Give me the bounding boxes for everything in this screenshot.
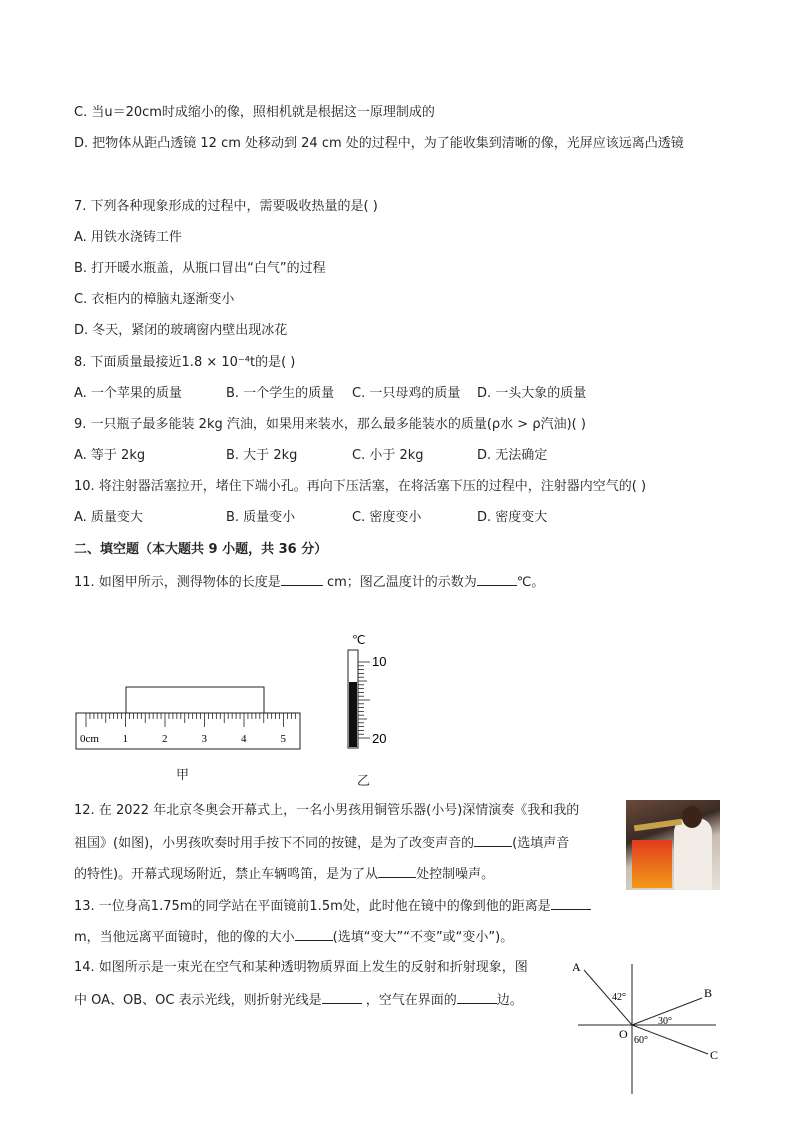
thermometer-label-bottom: 20 [372,731,387,746]
thermometer-label-top: 10 [372,654,387,669]
q11-text-a: 11. 如图甲所示，测得物体的长度是 [74,575,281,590]
q9-option-a: A. 等于 2kg [74,448,146,463]
label-a: A [572,960,581,974]
q12-blank-1 [474,833,512,847]
label-c: C [710,1048,719,1062]
q11-blank-2 [477,572,517,586]
thermometer-liquid [349,682,357,747]
thermometer-caption: 乙 [357,774,371,789]
ruler-tick-label: 2 [162,733,168,745]
q11-text-b: cm；图乙温度计的示数为 [326,575,477,590]
q7-option-d: D. 冬天，紧闭的玻璃窗内壁出现冰花 [74,323,288,338]
q13-text-c: (选填“变大”“不变”或“变小”)。 [332,930,514,945]
q8-option-c: C. 一只母鸡的质量 [352,386,461,401]
ruler-tick-label: 5 [280,733,286,745]
q7-option-a: A. 用铁水浇铸工件 [74,230,182,245]
label-b: B [704,986,713,1000]
trumpet-boy-photo [626,800,720,890]
question-12-line-2 [74,833,569,853]
ruler-figure [74,682,304,752]
q7-option-b: B. 打开暖水瓶盖，从瓶口冒出“白气”的过程 [74,261,326,276]
q13-blank-2 [295,927,333,941]
q14-text-a: 中 OA、OB、OC 表示光线，则折射光线是 [74,993,322,1008]
question-7: 7. 下列各种现象形成的过程中，需要吸收热量的是( ) [74,199,378,214]
question-11 [74,572,544,592]
q12-text-d: 处控制噪声。 [416,867,495,882]
q10-option-c: C. 密度变小 [352,510,422,525]
option-c: C. 当u＝20cm时成缩小的像，照相机就是根据这一原理制成的 [74,105,435,120]
photo-head [682,806,702,828]
question-14-line-1: 14. 如图所示是一束光在空气和某种透明物质界面上发生的反射和折射现象，图 [74,960,528,975]
q11-blank-1 [281,572,323,586]
angle-42: 42° [612,992,626,1003]
q13-text-b: m，当他远离平面镜时，他的像的大小 [74,930,295,945]
question-12-line-3 [74,864,494,884]
thermometer-figure [330,632,420,754]
q14-blank-2 [457,990,497,1004]
q12-text-c: 的特性)。开幕式现场附近，禁止车辆鸣笛，是为了从 [74,867,379,882]
question-8: 8. 下面质量最接近1.8 × 10⁻⁴t的是( ) [74,355,296,370]
q8-option-b: B. 一个学生的质量 [226,386,335,401]
q10-option-b: B. 质量变小 [226,510,296,525]
ruler-tick-label: 3 [201,733,207,745]
q14-blank-1 [322,990,362,1004]
question-10: 10. 将注射器活塞拉开，堵住下端小孔。再向下压活塞，在将活塞下压的过程中，注射器内空气的( ) [74,479,647,494]
ruler-tick-label: 1 [122,733,128,745]
q10-option-d: D. 密度变大 [477,510,548,525]
thermometer-unit: ℃ [352,633,366,647]
q12-blank-2 [378,864,416,878]
q9-option-b: B. 大于 2kg [226,448,298,463]
option-d: D. 把物体从距凸透镜 12 cm 处移动到 24 cm 处的过程中，为了能收集到清晰的像，光屏应该远离凸透镜 [74,136,684,151]
q7-option-c: C. 衣柜内的樟脑丸逐渐变小 [74,292,235,307]
q11-text-c: ℃。 [516,575,545,590]
q8-option-a: A. 一个苹果的质量 [74,386,182,401]
light-diagram [566,956,726,1096]
q14-text-c: 边。 [496,993,523,1008]
photo-boy [674,818,712,890]
label-o: O [619,1027,628,1041]
section-heading: 二、填空题（本大题共 9 小题，共 36 分） [74,542,328,557]
q9-option-d: D. 无法确定 [477,448,548,463]
q9-option-c: C. 小于 2kg [352,448,424,463]
q10-option-a: A. 质量变大 [74,510,143,525]
measured-object [126,687,264,713]
q13-text-a: 13. 一位身高1.75m的同学站在平面镜前1.5m处，此时他在镜中的像到他的距离是 [74,899,551,914]
q12-text-a: 祖国》(如图)，小男孩吹奏时用手按下不同的按键，是为了改变声音的 [74,836,475,851]
q14-text-b: ，空气在界面的 [365,993,457,1008]
photo-flag [632,840,672,888]
thermometer-ticks [358,662,370,738]
q8-option-d: D. 一头大象的质量 [477,386,587,401]
angle-60: 60° [634,1035,648,1046]
q12-text-b: (选填声音 [512,836,570,851]
angle-30: 30° [658,1016,672,1027]
ruler-unit-label: 0cm [80,733,99,745]
question-13-line-1 [74,896,591,916]
ruler-caption: 甲 [176,768,190,783]
question-12-line-1: 12. 在 2022 年北京冬奥会开幕式上，一名小男孩用铜管乐器(小号)深情演奏《我和我的 [74,803,580,818]
q13-blank-1 [551,896,591,910]
question-14-line-2 [74,990,523,1010]
ruler-tick-label: 4 [241,733,247,745]
question-9: 9. 一只瓶子最多能装 2kg 汽油，如果用来装水，那么最多能装水的质量(ρ水 > ρ汽油)( ) [74,417,586,432]
question-13-line-2 [74,927,513,947]
